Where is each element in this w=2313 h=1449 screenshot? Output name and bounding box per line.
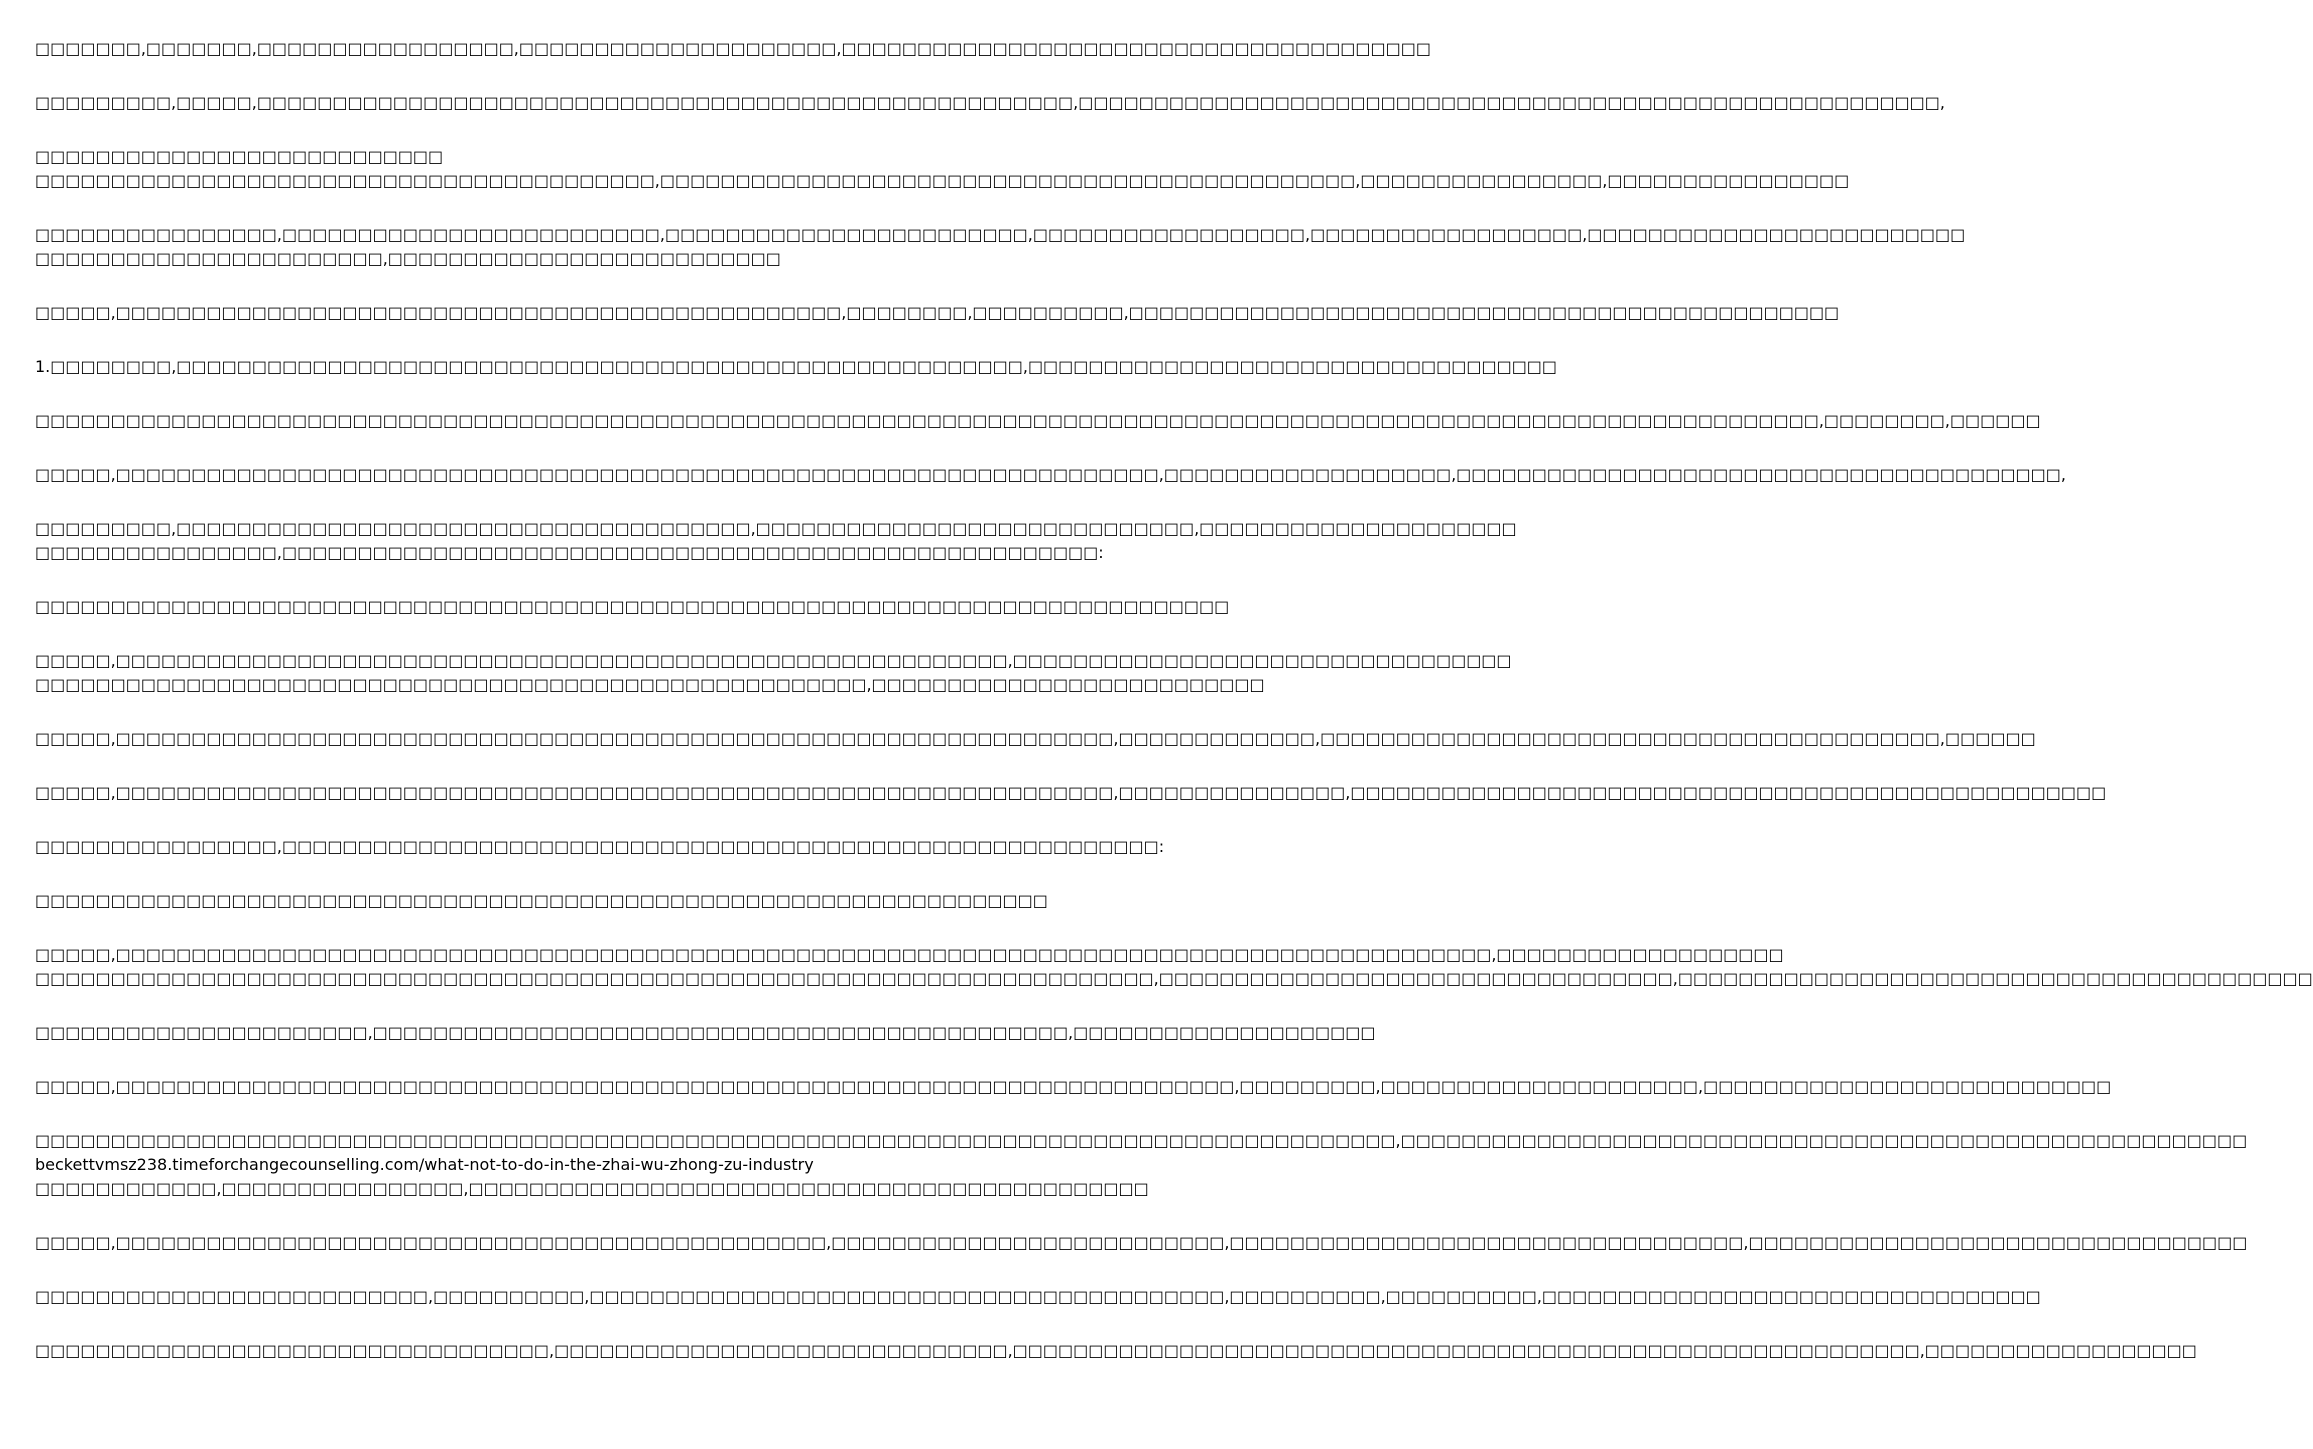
paragraph-line: □□□□□□□□□□□□□□□□□□□□□□□□□□□□□□□□□□□□□□□□□□□□□□□□□□□□□□□□□□□□□□□□□□□□□□□□□□□□□□□□□□□□□□□□□□□□□□□□□□□□□□□□□□□□□□□□□□□□□□,□□□□□□□□,□□□□□□	[35, 411, 2041, 430]
paragraph-9	[35, 517, 1517, 565]
paragraph-14	[35, 835, 1165, 859]
paragraph-4	[35, 223, 1966, 271]
paragraph-5	[35, 301, 1840, 325]
paragraph-2	[35, 91, 1945, 115]
paragraph-line: □□□□□□□□□□□□□□□□□□□□□□□□□□□□□□□□□□□□□□□□□□□□□□□□□□□□□□□,□□□□□□□□□□□□□□□□□□□□□□□□□□	[35, 675, 1265, 694]
paragraph-line: □□□□□□□□□□□□□□□□,□□□□□□□□□□□□□□□□□□□□□□□□□□□□□□□□□□□□□□□□□□□□□□□□□□□□□□□□□□:	[35, 837, 1165, 856]
paragraph-line: □□□□□,□□□□□□□□□□□□□□□□□□□□□□□□□□□□□□□□□□□□□□□□□□□□□□□□,□□□□□□□□,□□□□□□□□□□,□□□□□□□□□□□□□□□□□□□□□□□□□□□□□□□□□□□□□□□□□□□□□□□	[35, 303, 1840, 322]
inline-link[interactable]: beckettvmsz238.timeforchangecounselling.com/what-not-to-do-in-the-zhai-wu-zhong-zu-industry	[35, 1155, 814, 1174]
paragraph-line: □□□□□□□□□□□□,□□□□□□□□□□□□□□□□,□□□□□□□□□□□□□□□□□□□□□□□□□□□□□□□□□□□□□□□□□□□□□	[35, 1179, 1149, 1198]
paragraph-18	[35, 1075, 2112, 1099]
paragraph-16	[35, 943, 2313, 991]
paragraph-20	[35, 1231, 2248, 1255]
paragraph-line: □□□□□□□□□□□□□□□□□□□□□□□□□□□□□□□□□□□□□□□□□□□□□□□□□□□□□□□□□□□□□□□□□□□□□□□□□□,□□□□□□□□□□□□□□□□□□□□□□□□□□□□□□□□□□,□□□□□□□□□□□□□□□□□□□□□□□□□□□□□□□□□□□□□□□□□□	[35, 969, 2313, 988]
paragraph-19	[35, 1129, 2248, 1201]
paragraph-line: □□□□□,□□□□□□□□□□□□□□□□□□□□□□□□□□□□□□□□□□□□□□□□□□□□□□□□□□□□□□□□□□□□□□□□□□□□□□□□□□□□□□□□□□□□□□□□□□□,□□□□□□□□□□□□□□□□□□□	[35, 945, 1784, 964]
paragraph-line: □□□□□,□□□□□□□□□□□□□□□□□□□□□□□□□□□□□□□□□□□□□□□□□□□□□□□,□□□□□□□□□□□□□□□□□□□□□□□□□□,□□□□□□□□□□□□□□□□□□□□□□□□□□□□□□□□□□,□□□□□□□□□□□□□□□□□□□□□□□□□□□□□□□□□	[35, 1233, 2248, 1252]
paragraph-15	[35, 889, 1048, 913]
paragraph-6	[35, 355, 1558, 379]
paragraph-line: □□□□□,□□□□□□□□□□□□□□□□□□□□□□□□□□□□□□□□□□□□□□□□□□□□□□□□□□□□□□□□□□□□□□□□□□□□□□□□□□,□□□□□□□□□,□□□□□□□□□□□□□□□□□□□□□,□□□□□□□□□□□□□□□□□□□□□□□□□□□	[35, 1077, 2112, 1096]
paragraph-22	[35, 1339, 2197, 1363]
paragraph-17	[35, 1021, 1376, 1045]
paragraph-line: □□□□□□□□□□□□□□□□□□□□□□□□□□□□□□□□□□,□□□□□□□□□□□□□□□□□□□□□□□□□□□□□□,□□□□□□□□□□□□□□□□□□□□□□□□□□□□□□□□□□□□□□□□□□□□□□□□□□□□□□□□□□□□,□□□□□□□□□□□□□□□□□□	[35, 1341, 2197, 1360]
paragraph-line: □□□□□□□□□□□□□□□□□□□□□□□,□□□□□□□□□□□□□□□□□□□□□□□□□□	[35, 249, 781, 268]
paragraph-line: □□□□□□□□□□□□□□□□□□□□□□□□□□□	[35, 147, 444, 166]
paragraph-13	[35, 781, 2107, 805]
paragraph-3	[35, 145, 1850, 193]
paragraph-line: □□□□□□□□□□□□□□□□□□□□□□□□□□□□□□□□□□□□□□□□□□□□□□□□□□□□□□□□□□□□□□□□□□□	[35, 891, 1048, 910]
paragraph-line: □□□□□,□□□□□□□□□□□□□□□□□□□□□□□□□□□□□□□□□□□□□□□□□□□□□□□□□□□□□□□□□□□□□□□□□□,□□□□□□□□□□□□□□□,□□□□□□□□□□□□□□□□□□□□□□□□□□□□□□□□□□□□□□□□□□□□□□□□□□	[35, 783, 2107, 802]
paragraph-10	[35, 595, 1230, 619]
paragraph-1	[35, 37, 1432, 61]
paragraph-line: □□□□□□□□□□□□□□□□□□□□□□□□□□□□□□□□□□□□□□□□□,□□□□□□□□□□□□□□□□□□□□□□□□□□□□□□□□□□□□□□□□□□□□□□,□□□□□□□□□□□□□□□□,□□□□□□□□□□□□□□□□	[35, 171, 1850, 190]
paragraph-line: □□□□□□□□□□□□□□□□□□□□□□□□□□□□□□□□□□□□□□□□□□□□□□□□□□□□□□□□□□□□□□□□□□□□□□□□□□□□□□□	[35, 597, 1230, 616]
paragraph-11	[35, 649, 1512, 697]
paragraph-line: □□□□□□□□□□□□□□□□,□□□□□□□□□□□□□□□□□□□□□□□□□□□□□□□□□□□□□□□□□□□□□□□□□□□□□□:	[35, 543, 1104, 562]
paragraph-line: □□□□□□□□□,□□□□□,□□□□□□□□□□□□□□□□□□□□□□□□□□□□□□□□□□□□□□□□□□□□□□□□□□□□□□,□□□□□□□□□□□□□□□□□□□□□□□□□□□□□□□□□□□□□□□□□□□□□□□□□□□□□□□□□,	[35, 93, 1945, 112]
document-body	[35, 37, 2313, 1393]
paragraph-7	[35, 409, 2041, 433]
paragraph-8	[35, 463, 2066, 487]
paragraph-line: □□□□□,□□□□□□□□□□□□□□□□□□□□□□□□□□□□□□□□□□□□□□□□□□□□□□□□□□□□□□□□□□□□□□□□□□,□□□□□□□□□□□□□,□□□□□□□□□□□□□□□□□□□□□□□□□□□□□□□□□□□□□□□□□,□□□□□□	[35, 729, 2036, 748]
paragraph-line: □□□□□□□□□□□□□□□□□□□□□□□□□□□□□□□□□□□□□□□□□□□□□□□□□□□□□□□□□□□□□□□□□□□□□□□□□□□□□□□□□□□□□□□□□□,□□□□□□□□□□□□□□□□□□□□□□□□□□□□□□□□□□□□□□□□□□□□□□□□□□□□□□□□	[35, 1131, 2248, 1150]
paragraph-line: □□□□□□□□□,□□□□□□□□□□□□□□□□□□□□□□□□□□□□□□□□□□□□□□,□□□□□□□□□□□□□□□□□□□□□□□□□□□□□,□□□□□□□□□□□□□□□□□□□□□	[35, 519, 1517, 538]
paragraph-line: □□□□□□□□□□□□□□□□□□□□□□,□□□□□□□□□□□□□□□□□□□□□□□□□□□□□□□□□□□□□□□□□□□□□□,□□□□□□□□□□□□□□□□□□□□	[35, 1023, 1376, 1042]
paragraph-12	[35, 727, 2036, 751]
paragraph-line: □□□□□□□,□□□□□□□,□□□□□□□□□□□□□□□□□,□□□□□□□□□□□□□□□□□□□□□,□□□□□□□□□□□□□□□□□□□□□□□□□□□□□□□□□□□□□□□	[35, 39, 1432, 58]
paragraph-line: □□□□□□□□□□□□□□□□,□□□□□□□□□□□□□□□□□□□□□□□□□,□□□□□□□□□□□□□□□□□□□□□□□□,□□□□□□□□□□□□□□□□□□,□□□□□□□□□□□□□□□□□□,□□□□□□□□□□□□□□□□□□□□□□□□□	[35, 225, 1966, 244]
paragraph-line: 1.□□□□□□□□,□□□□□□□□□□□□□□□□□□□□□□□□□□□□□□□□□□□□□□□□□□□□□□□□□□□□□□□□,□□□□□□□□□□□□□□□□□□□□□□□□□□□□□□□□□□□	[35, 357, 1558, 376]
paragraph-line: □□□□□,□□□□□□□□□□□□□□□□□□□□□□□□□□□□□□□□□□□□□□□□□□□□□□□□□□□□□□□□□□□,□□□□□□□□□□□□□□□□□□□□□□□□□□□□□□□□□	[35, 651, 1512, 670]
paragraph-21	[35, 1285, 2041, 1309]
paragraph-line: □□□□□□□□□□□□□□□□□□□□□□□□□□,□□□□□□□□□□,□□□□□□□□□□□□□□□□□□□□□□□□□□□□□□□□□□□□□□□□□□,□□□□□□□□□□,□□□□□□□□□□,□□□□□□□□□□□□□□□□□□□□□□□□□□□□□□□□□	[35, 1287, 2041, 1306]
paragraph-line: □□□□□,□□□□□□□□□□□□□□□□□□□□□□□□□□□□□□□□□□□□□□□□□□□□□□□□□□□□□□□□□□□□□□□□□□□□□,□□□□□□□□□□□□□□□□□□□,□□□□□□□□□□□□□□□□□□□□□□□□□□□□□□□□□□□□□□□□,	[35, 465, 2066, 484]
